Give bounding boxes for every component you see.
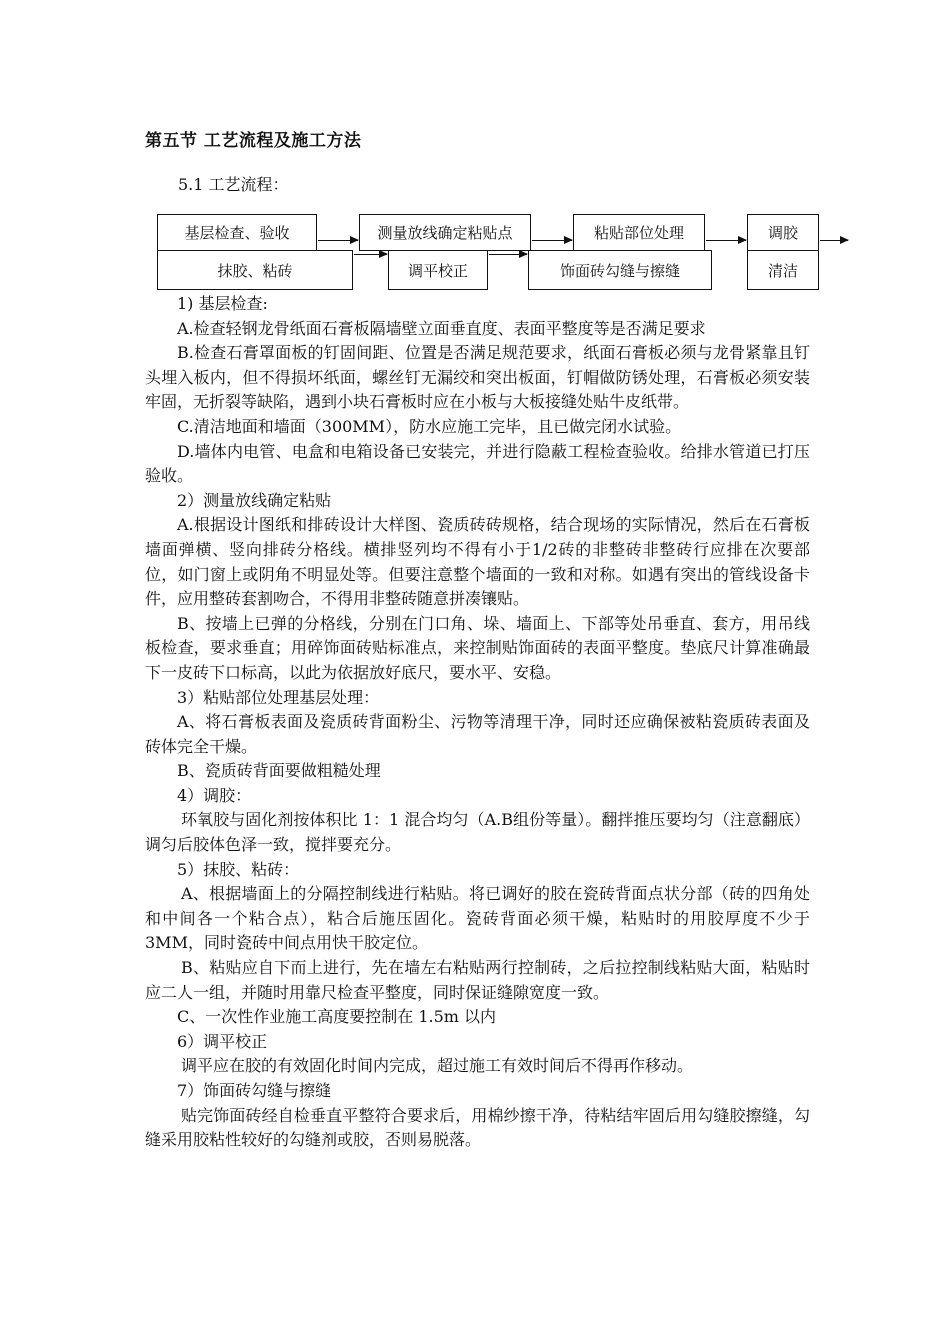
paragraph: A.检查轻钢龙骨纸面石膏板隔墙壁立面垂直度、表面平整度等是否满足要求 (177, 318, 706, 338)
flow-arrow (354, 254, 387, 255)
body-text (145, 292, 816, 1153)
paragraph: 7）饰面砖勾缝与擦缝 (177, 1081, 332, 1100)
process-flowchart (0, 0, 950, 300)
paragraph: B、按墙上已弹的分格线，分别在门口角、垛、墙面上、下部等处吊垂直、套方，用吊线板检查，要求垂直；用碎饰面砖贴标准点，来控制贴饰面砖的表面平整度。垫底尺计算准确最下一皮砖下口标高，以此为依据放好底尺，要水平、安稳。 (145, 613, 810, 682)
flow-box-mix: 调胶 (747, 214, 819, 251)
paragraph: 4）调胶： (177, 785, 252, 805)
flow-box-level: 调平校正 (388, 250, 488, 290)
paragraph: 调平应在胶的有效固化时间内完成，超过施工有效时间后不得再作移动。 (181, 1056, 694, 1076)
paragraph: A、将石膏板表面及瓷质砖背面粉尘、污物等清理干净，同时还应确保被粘瓷质砖表面及砖体完全干燥。 (145, 712, 810, 756)
paragraph: A.根据设计图纸和排砖设计大样图、瓷质砖砖规格，结合现场的实际情况，然后在石膏板墙面弹横、竖向排砖分格线。横排竖列均不得有小于1/2砖的非整砖非整砖行应排在次要部位，如门窗上或阴角不明显处等。但要注意整个墙面的一致和对称。如遇有突出的管线设备卡件，应用整砖套割吻合，不得用非整砖随意拼凑镶贴。 (145, 515, 810, 609)
paragraph: 1) 基层检查: (177, 294, 268, 313)
subsection-heading: 5.1 工艺流程： (178, 175, 289, 194)
paragraph: 3）粘贴部位处理基层处理： (177, 687, 380, 707)
flow-box-measure: 测量放线确定粘贴点 (359, 214, 531, 251)
paragraph: 2）测量放线确定粘贴 (177, 490, 332, 510)
paragraph: C、一次性作业施工高度要控制在 1.5m 以内 (177, 1007, 497, 1027)
flow-box-grout: 饰面砖勾缝与擦缝 (528, 250, 712, 290)
paragraph: 贴完饰面砖经自检垂直平整符合要求后，用棉纱擦干净，待粘结牢固后用勾缝胶擦缝，勾缝采用胶粘性较好的勾缝剂或胶，否则易脱落。 (145, 1105, 810, 1150)
flow-arrow (820, 240, 848, 241)
flow-box-spread: 抹胶、粘砖 (157, 250, 353, 290)
paragraph: C.清洁地面和墙面（300MM），防水应施工完毕，且已做完闭水试验。 (177, 416, 682, 436)
flow-box-inspect: 基层检查、验收 (157, 214, 317, 251)
paragraph: 环氧胶与固化剂按体积比 1：1 混合均匀（A.B组份等量）。翻拌推压要均匀（注意翻底）调匀后胶体色泽一致，搅拌要充分。 (145, 810, 810, 855)
paragraph: B.检查石膏罩面板的钉固间距、位置是否满足规范要求，纸面石膏板必须与龙骨紧靠且钉头埋入板内，但不得损坏纸面，螺丝钉无漏绞和突出板面，钉帽做防锈处理，石膏板必须安装牢固，无折裂等缺陷，遇到小块石膏板时应在小板与大板接缝处贴牛皮纸带。 (145, 343, 810, 412)
paragraph: A、根据墙面上的分隔控制线进行粘贴。将已调好的胶在瓷砖背面点状分部（砖的四角处和中间各一个粘合点），粘合后施压固化。瓷砖背面必须干燥，粘贴时的用胶厚度不少于 3MM，同时瓷砖中间点用快干胶定位。 (145, 884, 816, 953)
flow-arrow (706, 240, 746, 241)
section-heading: 第五节 工艺流程及施工方法 (145, 131, 362, 151)
flow-arrow (532, 240, 572, 241)
flow-arrow (318, 240, 358, 241)
flow-box-clean: 清洁 (747, 250, 819, 290)
paragraph: D.墙体内电管、电盒和电箱设备已安装完，并进行隐蔽工程检查验收。给排水管道已打压验收。 (145, 441, 810, 486)
flow-arrow (489, 254, 527, 255)
paragraph: 6）调平校正 (177, 1031, 268, 1051)
paragraph: 5）抹胶、粘砖： (177, 859, 300, 879)
paragraph: B、瓷质砖背面要做粗糙处理 (177, 761, 381, 781)
paragraph: B、粘贴应自下而上进行，先在墙左右粘贴两行控制砖，之后拉控制线粘贴大面，粘贴时应二人一组，并随时用靠尺检查平整度，同时保证缝隙宽度一致。 (145, 958, 810, 1002)
flow-box-treat: 粘贴部位处理 (573, 214, 705, 251)
